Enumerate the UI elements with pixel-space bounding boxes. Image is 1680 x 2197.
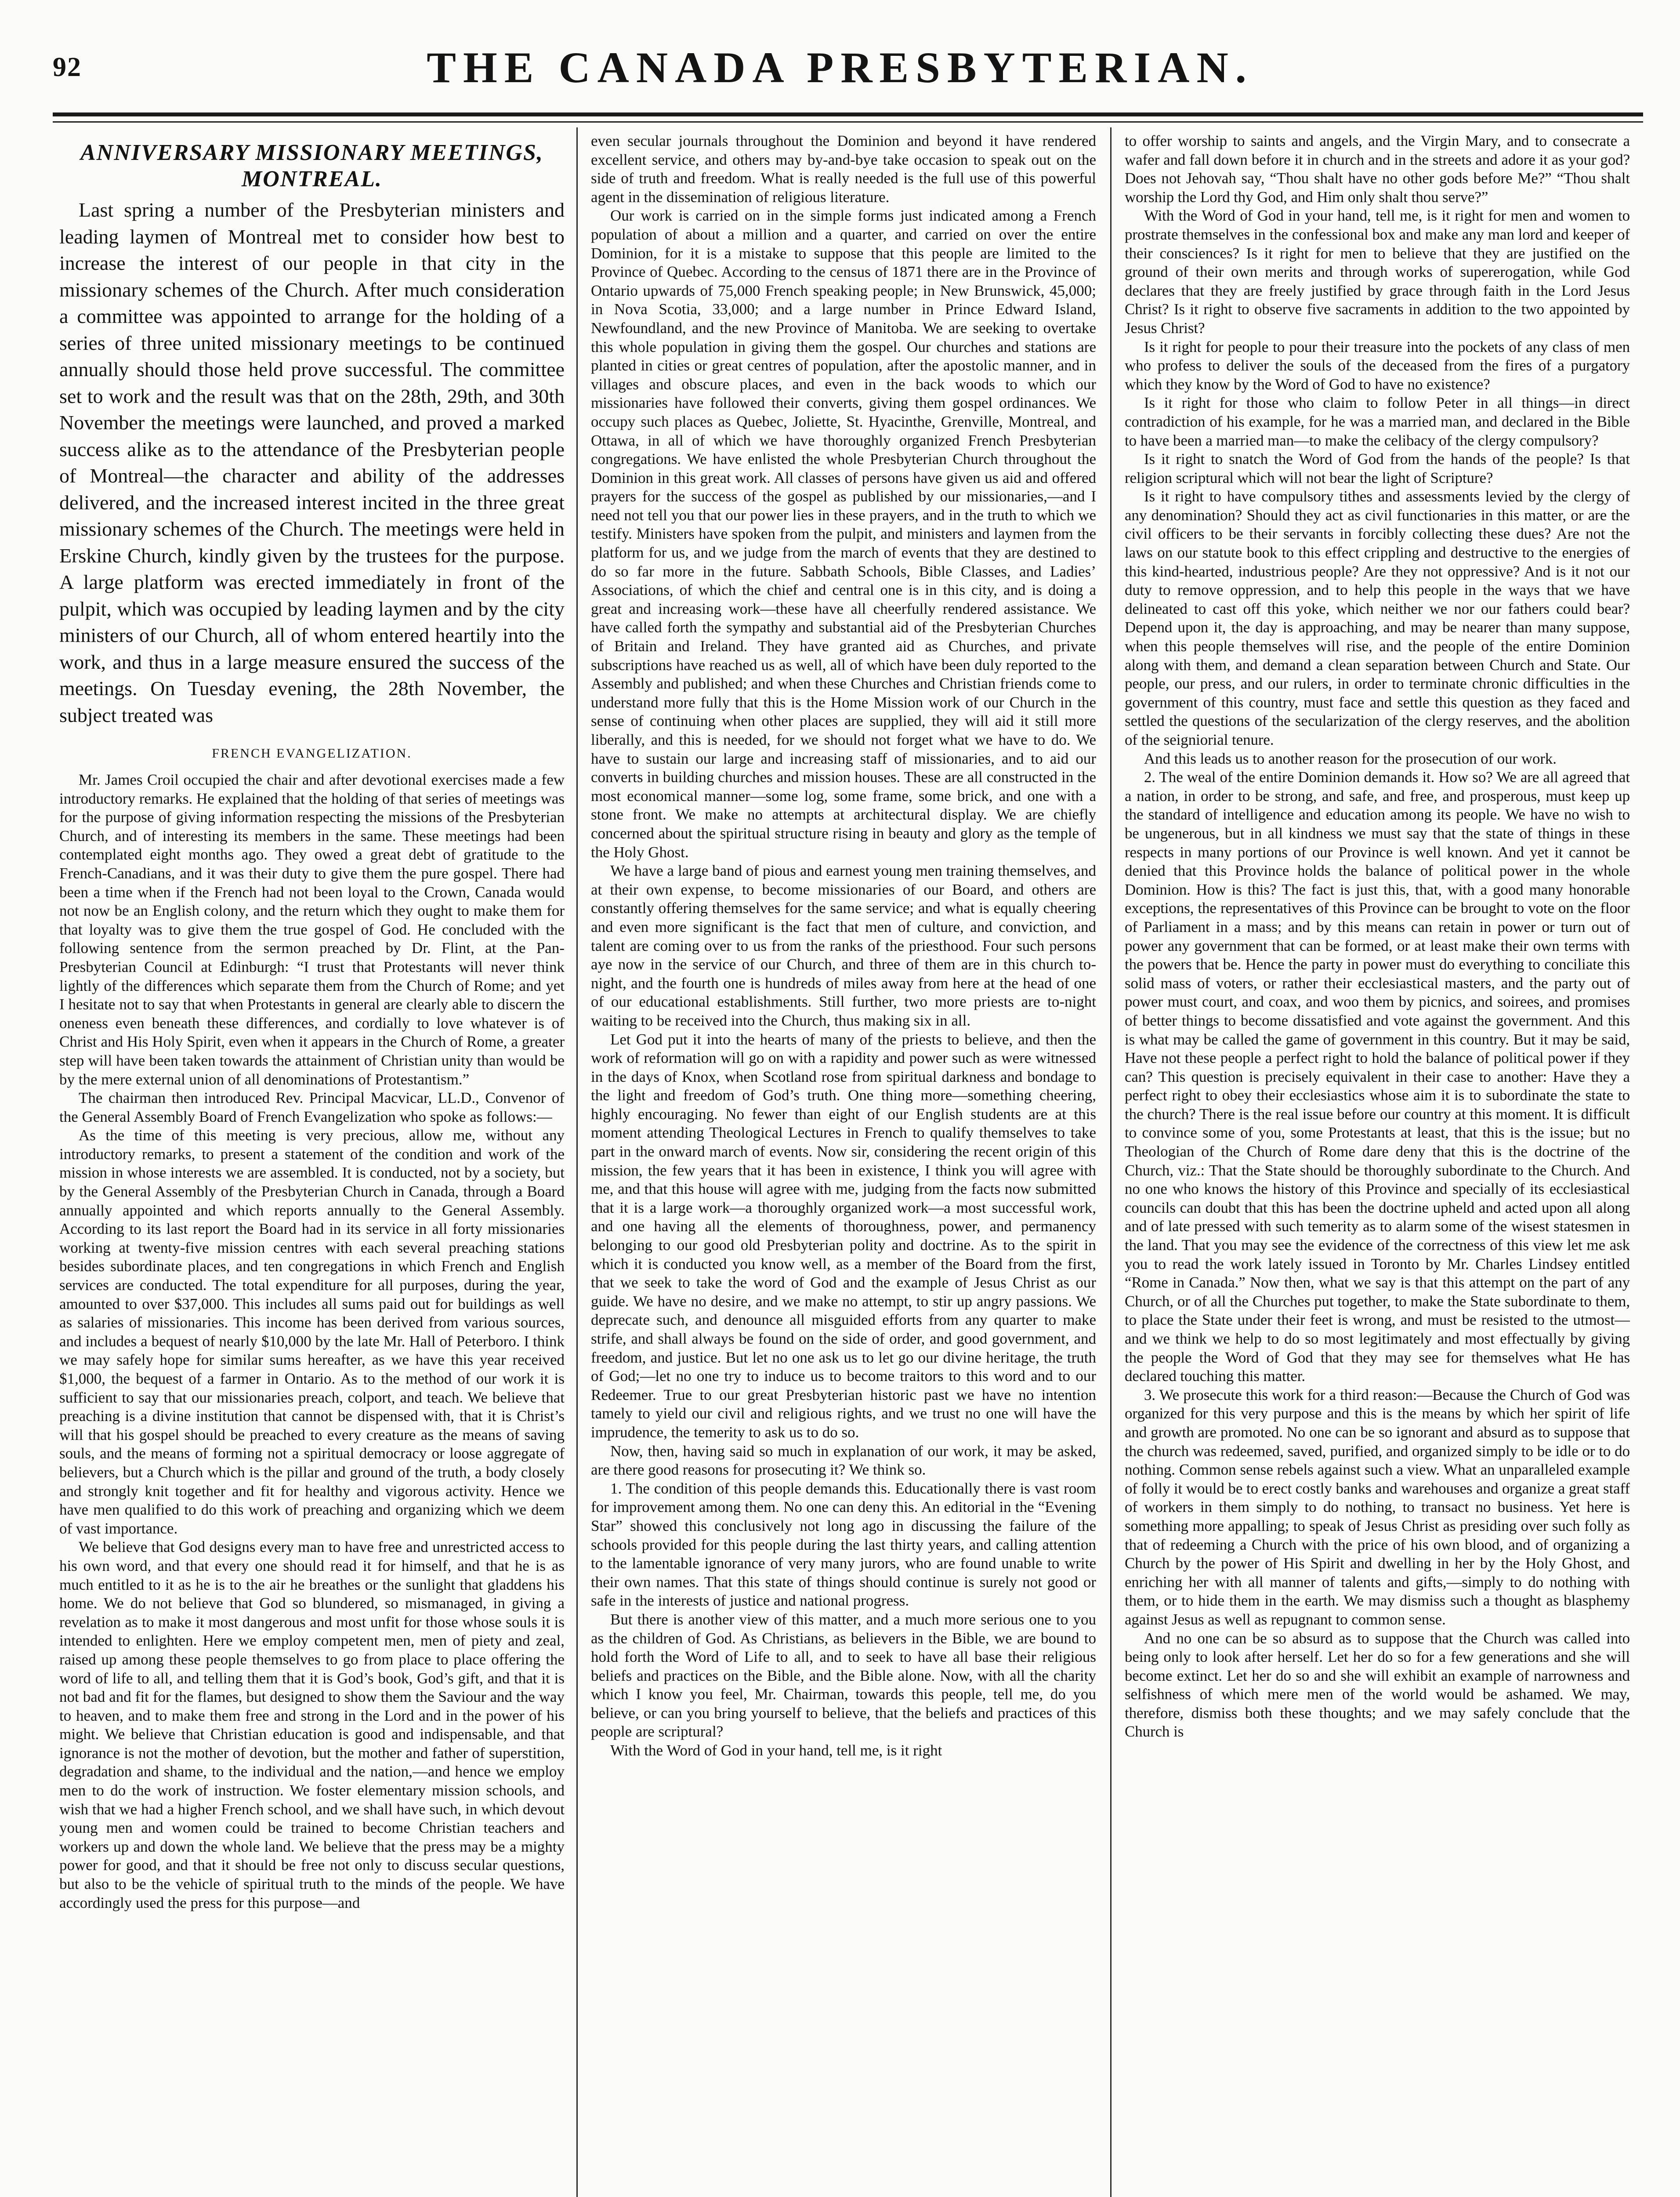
column-divider-1 (576, 127, 578, 2197)
body-paragraph: 1. The condition of this people demands this. Educationally there is vast room for improvement among them. No one can deny this. An editorial in the “Evening Star” showed this conclusively not long ago in discussing the failure of the schools provided for this people during the last thirty years, and calling attention to the lamentable ignorance of very many jurors, who are found unable to write their own names. That this state of things should continue is surely not good or safe in the interests of justice and national progress. (591, 1479, 1096, 1610)
body-paragraph: Is it right for those who claim to follow Peter in all things—in direct contradiction of his example, for he was a married man, and declared in the Bible to have been a married man—to make the celibacy of the clergy compulsory? (1125, 394, 1630, 449)
body-paragraph: As the time of this meeting is very precious, allow me, without any introductory remarks, to present a statement of the condition and work of the mission in whose interests we are assembled. It is conducted, not by a society, but by the General Assembly of the Presbyterian Church in Canada, through a Board annually appointed and which reports annually to the General Assembly. According to its last report the Board had in its service in all forty missionaries working at twenty-five mission centres with each several preaching stations besides subordinate places, and ten congregations in which French and English services are conducted. The total expenditure for all purposes, during the year, amounted to over $37,000. This includes all sums paid out for buildings as well as salaries of missionaries. This income has been derived from various sources, and includes a bequest of nearly $10,000 by the late Mr. Hall of Peterboro. I think we may safely hope for similar sums hereafter, as we have this year received $1,000, the bequest of a farmer in Ontario. As to the method of our work it is sufficient to say that our missionaries preach, colport, and teach. We believe that preaching is a divine institution that cannot be dispensed with, that it is Christ’s will that his gospel should be preached to every creature as the means of saving souls, and the means of forming not a spiritual democracy or loose aggregate of believers, but a Church which is the pillar and ground of the truth, a body closely and strongly knit together and fit for healthy and vigorous activity. Hence we have men qualified to do this work of preaching and organizing which we deem of vast importance. (59, 1127, 565, 1537)
column-1-body (59, 771, 565, 1912)
body-paragraph: We have a large band of pious and earnest young men training themselves, and at their own expense, to become missionaries of our Board, and others are constantly offering themselves for the same service; and what is equally cheering and even more significant is the fact that men of culture, and conviction, and talent are coming over to us from the ranks of the priesthood. Four such persons aye now in the service of our Church, and three of them are in this church to-night, and the fourth one is hundreds of miles away from here at the head of one of our educational establishments. Still further, two more priests are to-night waiting to be received into the Church, thus making six in all. (591, 862, 1096, 1029)
page-number: 92 (53, 52, 82, 82)
body-paragraph: to offer worship to saints and angels, and the Virgin Mary, and to consecrate a wafer and fall down before it in church and in the streets and adore it as your god? Does not Jehovah say, “Thou shalt have no other gods before Me?” “Thou shalt worship the Lord thy God, and Him only shalt thou serve?” (1125, 132, 1630, 206)
body-paragraph: The chairman then introduced Rev. Principal Macvicar, LL.D., Convenor of the General Assembly Board of French Evangelization who spoke as follows:— (59, 1089, 565, 1125)
article-intro (59, 197, 565, 729)
body-paragraph: We believe that God designs every man to have free and unrestricted access to his own word, and that every one should read it for himself, and that he is as much entitled to it as he is to the air he breathes or the sunlight that gladdens his home. We do not believe that God so blundered, so mismanaged, in giving a revelation as to make it most dangerous and most unfit for those whose souls it is intended to enlighten. Here we employ competent men, men of piety and zeal, raised up among these people themselves to go from place to place offering the word of life to all, and telling them that it is God’s book, God’s gift, and that it is not bad and fit for the flames, but designed to show them the Saviour and the way to heaven, and to make them free and strong in the Lord and in the power of his might. We believe that Christian education is good and indispensable, and that ignorance is not the mother of devotion, but the mother and father of superstition, degradation and shame, to the individual and the nation,—and hence we employ men to do the work of instruction. We foster elementary mission schools, and wish that we had a higher French school, and we shall have such, in which devout young men and women could be trained to become Christian teachers and workers up and down the whole land. We believe that the press may be a mighty power for good, and that it should be free not only to discuss secular questions, but also to be the vehicle of spiritual truth to the minds of the people. We have accordingly used the press for this purpose—and (59, 1538, 565, 1911)
column-3-body (1125, 132, 1630, 1741)
column-2-body (591, 132, 1096, 1760)
body-paragraph: With the Word of God in your hand, tell me, is it right for men and women to prostrate themselves in the confessional box and make any man lord and keeper of their consciences? Is it right for men to believe that they are justified on the ground of their own merits and through works of supererogation, while God declares that they are freely justified by grace through faith in the Lord Jesus Christ? Is it right to observe five sacraments in addition to the two appointed by Jesus Christ? (1125, 207, 1630, 337)
body-paragraph: Is it right to snatch the Word of God from the hands of the people? Is that religion scriptural which will not bear the light of Scripture? (1125, 450, 1630, 486)
body-paragraph: Is it right for people to pour their treasure into the pockets of any class of men who profess to deliver the souls of the deceased from the fires of a purgatory which they know by the Word of God to have no existence? (1125, 338, 1630, 393)
body-paragraph: Mr. James Croil occupied the chair and after devotional exercises made a few introductory remarks. He explained that the holding of that series of meetings was for the purpose of giving information respecting the missions of the Presbyterian Church, and of interesting its members in the same. These meetings had been contemplated eight months ago. They owed a great debt of gratitude to the French-Canadians, and it was their duty to give them the pure gospel. There had been a time when if the French had not been loyal to the Crown, Canada would not now be an English colony, and the return which they ought to make them for that loyalty was to give them the true gospel of God. He concluded with the following sentence from the sermon preached by Dr. Flint, at the Pan-Presbyterian Council at Edinburgh: “I trust that Protestants will never think lightly of the differences which separate them from the Church of Rome; and yet I hesitate not to say that when Protestants in general are clearly able to discern the oneness even beneath these differences, and cordially to love whatever is of Christ and His Holy Spirit, even when it appears in the Church of Rome, a greater step will have been taken towards the attainment of Christian unity than would be by the mere external union of all denominations of Protestantism.” (59, 771, 565, 1088)
body-paragraph: 2. The weal of the entire Dominion demands it. How so? We are all agreed that a nation, in order to be strong, and safe, and free, and prosperous, must keep up the standard of intelligence and education among its people. We have no wish to be ungenerous, but in all kindness we must say that the state of things in these respects in many portions of our Province is well known. And yet it cannot be denied that this Province holds the balance of political power in the whole Dominion. How is this? The fact is just this, that, with a good many honorable exceptions, the representatives of this Province can be brought to vote on the floor of Parliament in a mass; and by this means can retain in power or turn out of power any government that can be formed, or at least make their own terms with the powers that be. Hence the party in power must do everything to conciliate this solid mass of voters, or rather their ecclesiastical masters, and the party out of power must court, and coax, and woo them by picnics, and soirees, and promises of better things to become dissatisfied and vote against the government. And this is what may be called the game of government in this country. But it may be said, Have not these people a perfect right to hold the balance of political power if they can? This question is precisely equivalent in their case to another: Have they a perfect right to obey their ecclesiastics whose aim it is to subordinate the state to the church? There is the real issue before our country at this moment. It is difficult to convince some of you, some Protestants at least, that this is the issue; but no Theologian of the Church of Rome dare deny that this is the doctrine of the Church, viz.: That the State should be thoroughly subordinate to the Church. And no one who knows the history of this Province and specially of its ecclesiastical councils can doubt that this has been the doctrine upheld and acted upon all along and of late pressed with such temerity as to alarm some of the wisest statesmen in the land. That you may see the evidence of the correctness of this view let me ask you to read the work lately issued in Toronto by Mr. Charles Lindsey entitled “Rome in Canada.” Now then, what we say is that this attempt on the part of any Church, or of all the Churches put together, to make the State subordinate to them, to place the State under their feet is wrong, and must be resisted to the utmost—and we think we help to do so most legitimately and most effectually by giving the people the Word of God that they may see for themselves what He has declared touching this matter. (1125, 769, 1630, 1385)
body-paragraph: But there is another view of this matter, and a much more serious one to you as the children of God. As Christians, as believers in the Bible, we are bound to hold forth the Word of Life to all, and to seek to have all base their religious beliefs and practices on the Bible, and the Bible alone. Now, with all the charity which I know you feel, Mr. Chairman, towards this people, tell me, do you believe, or can you bring yourself to believe, that the beliefs and practices of this people are scriptural? (591, 1610, 1096, 1740)
section-heading: FRENCH EVANGELIZATION. (212, 746, 412, 761)
masthead-rule-thin (53, 121, 1643, 123)
body-paragraph: Let God put it into the hearts of many of the priests to believe, and then the work of reformation will go on with a rapidity and power such as were witnessed in the days of Knox, when Scotland rose from spiritual darkness and bondage to the light and freedom of God’s truth. One thing more—something cheering, highly encouraging. No fewer than eight of our English students are at this moment attending Theological Lectures in French to qualify themselves to take part in the onward march of events. Now sir, considering the recent origin of this mission, the few years that it has been in existence, I think you will agree with me, and that this house will agree with me, judging from the facts now submitted that it is a large work—a thoroughly organized work—a most successful work, and one having all the elements of thoroughness, power, and permanency belonging to our good old Presbyterian polity and doctrine. As to the spirit in which it is conducted you know well, as a member of the Board from the first, that we seek to take the word of God and the example of Jesus Christ as our guide. We have no desire, and we make no attempt, to stir up angry passions. We deprecate such, and denounce all misguided efforts from any quarter to make strife, and shall always be found on the side of order, and good government, and freedom, and justice. But let no one ask us to let go our divine heritage, the truth of God;—let no one try to induce us to become traitors to this word and to our Redeemer. True to our great Presbyterian historic past we have no intention tamely to yield our civil and religious rights, and we trust no one will have the imprudence, the temerity to ask us to do so. (591, 1030, 1096, 1441)
column-divider-2 (1110, 127, 1112, 2197)
intro-paragraph: Last spring a number of the Presbyterian ministers and leading laymen of Montreal met to consider how best to increase the interest of our people in that city in the missionary schemes of the Church. After much consideration a committee was appointed to arrange for the holding of a series of three united missionary meetings to be continued annually should those held prove successful. The committee set to work and the result was that on the 28th, 29th, and 30th November the meetings were launched, and proved a marked success alike as to the attendance of the Presbyterian people of Montreal—the character and ability of the addresses delivered, and the increased interest incited in the three great missionary schemes of the Church. The meetings were held in Erskine Church, kindly given by the trustees for the purpose. A large platform was erected immediately in front of the pulpit, which was occupied by leading laymen and by the city ministers of our Church, all of whom entered heartily into the work, and thus in a large measure ensured the success of the meetings. On Tuesday evening, the 28th November, the subject treated was (59, 199, 565, 726)
body-paragraph: Our work is carried on in the simple forms just indicated among a French population of about a million and a quarter, and carried on over the entire Dominion, for it is a mistake to suppose that this people are limited to the Province of Quebec. According to the census of 1871 there are in the Province of Ontario upwards of 75,000 French speaking people; in New Brunswick, 45,000; in Nova Scotia, 33,000; and a large number in Prince Edward Island, Newfoundland, and the new Province of Manitoba. We are seeking to overtake this whole population in giving them the gospel. Our churches and stations are planted in cities or great centres of population, after the apostolic manner, and in villages and obscure places, and even in the back woods to which our missionaries have followed their converts, giving them gospel ordinances. We occupy such places as Quebec, Joliette, St. Hyacinthe, Grenville, Montreal, and Ottawa, in all of which we have thoroughly organized French Presbyterian congregations. We have enlisted the whole Presbyterian Church throughout the Dominion in this great work. All classes of persons have given us aid and offered prayers for the success of the gospel as published by our missionaries,—and I need not tell you that our power lies in these prayers, and in the truth to which we testify. Ministers have spoken from the pulpit, and ministers and laymen from the platform for us, and we judge from the march of events that they are destined to do so far more in the future. Sabbath Schools, Bible Classes, and Ladies’ Associations, of which the chief and central one is in this city, and is doing a great and increasing work—these have all cheerfully rendered assistance. We have called forth the sympathy and substantial aid of the Presbyterian Churches of Britain and Ireland. They have granted aid as Churches, and private subscriptions have reached us as well, all of which have been duly reported to the Assembly and published; and when these Churches and Christian friends come to understand more fully that this is the Home Mission work of our Church in the sense of continuing when other places are supplied, they will aid it still more liberally, and this is needed, for we should not forget what we have to do. We have to sustain our large and increasing staff of missionaries, and to aid our converts in building churches and mission houses. These are all constructed in the most economical manner—some log, some frame, some brick, and one with a stone front. We make no attempts at architectural display. We are chiefly concerned about the spiritual structure rising in beauty and glory as the temple of the Holy Ghost. (591, 207, 1096, 861)
column-2 (591, 132, 1096, 2197)
headline-line-2: MONTREAL. (242, 167, 382, 192)
body-paragraph: 3. We prosecute this work for a third reason:—Because the Church of God was organized for this very purpose and this is the means by which her spirit of life and growth are promoted. No one can be so ignorant and absurd as to suppose that the church was redeemed, saved, purified, and organized simply to be idle or to do nothing. Common sense rebels against such a view. What an unparalleled example of folly it would be to erect costly banks and warehouses and organize a great staff of workers in them simply to do nothing, to transact no business. Yet here is something more appalling; to speak of Jesus Christ as presiding over such folly as that of redeeming a Church with the price of his own blood, and of organizing a Church by the power of His Spirit and dwelling in her by the Holy Ghost, and enriching her with all manner of talents and gifts,—simply to do nothing with them, or to hide them in the earth. We may dismiss such a thought as blasphemy against Jesus as well as repugnant to common sense. (1125, 1386, 1630, 1628)
body-paragraph: Now, then, having said so much in explanation of our work, it may be asked, are there good reasons for prosecuting it? We think so. (591, 1442, 1096, 1479)
column-1 (59, 132, 565, 2197)
column-3 (1125, 132, 1630, 2197)
body-paragraph: And no one can be so absurd as to suppose that the Church was called into being only to look after herself. Let her do so for a few generations and she will become extinct. Let her do so and she will exhibit an example of narrowness and selfishness of which mere men of the world would be ashamed. We may, therefore, dismiss both these thoughts; and we may safely conclude that the Church is (1125, 1629, 1630, 1740)
article-headline (59, 140, 565, 192)
body-paragraph: And this leads us to another reason for the prosecution of our work. (1144, 750, 1557, 767)
body-paragraph: With the Word of God in your hand, tell me, is it right (610, 1742, 942, 1759)
body-paragraph: even secular journals throughout the Dominion and beyond it have rendered excellent service, and others may by-and-bye take occasion to speak out on the side of truth and freedom. What is really needed is the full use of this powerful agent in the dissemination of religious literature. (591, 132, 1096, 206)
masthead-rule-thick (53, 112, 1643, 116)
body-paragraph: Is it right to have compulsory tithes and assessments levied by the clergy of any denomination? Should they act as civil functionaries in this matter, or are the civil officers to be their servants in forcibly collecting these dues? Are not the laws on our statute book to this effect crippling and destructive to the energies of this kind-hearted, industrious people? Are they not oppressive? And is it not our duty to remove oppression, and to help this people in the ways that we have delineated to cast off this yoke, which neither we nor our fathers could bear? Depend upon it, the day is approaching, and may be nearer than many suppose, when this people themselves will rise, and the people of the entire Dominion along with them, and demand a clean separation between Church and State. Our people, our press, and our rulers, in order to terminate chronic difficulties in the government of this country, must face and settle this question as they faced and settled the questions of the secularization of the clergy reserves, and the abolition of the seigniorial tenure. (1125, 488, 1630, 748)
headline-line-1: ANNIVERSARY MISSIONARY MEETINGS, (80, 140, 543, 165)
masthead-title: THE CANADA PRESBYTERIAN. (427, 43, 1253, 92)
